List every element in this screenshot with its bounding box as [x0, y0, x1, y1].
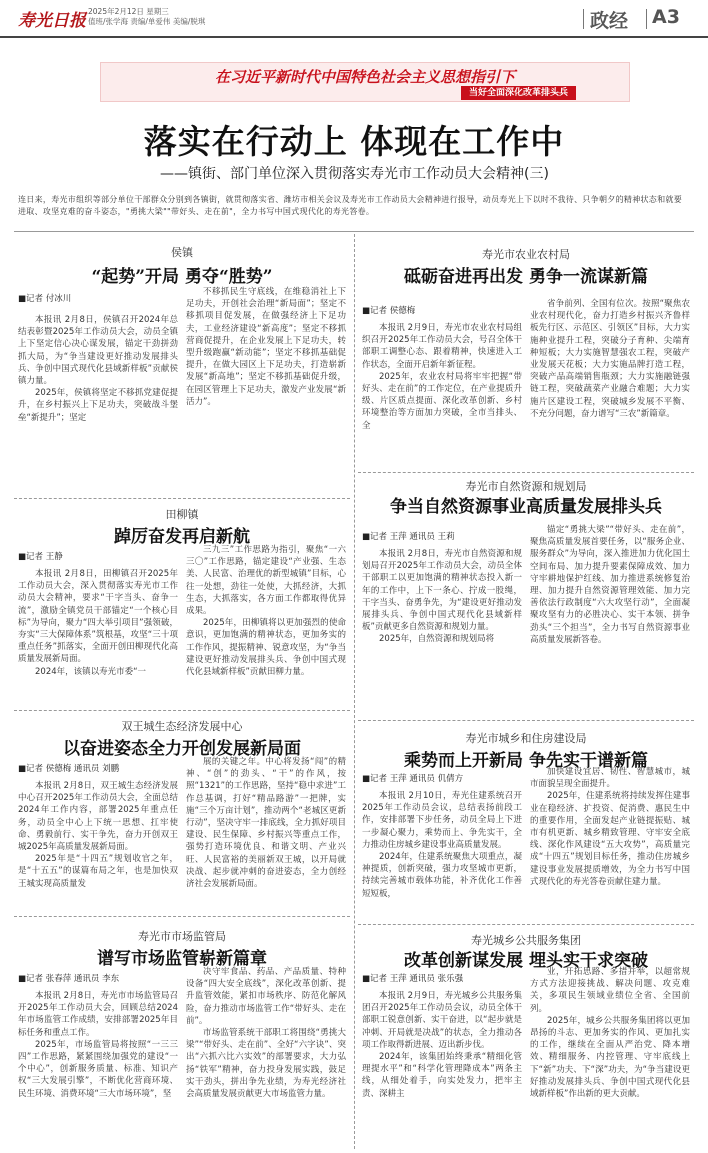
paragraph: 本报讯 2月8日，寿光市自然资源和规划局召开2025年工作动员大会，动员全体干部职工以更加饱满的精神状态投入新一年的工作中，上下一条心、拧成一股绳，干字当头、奋勇争先，为“建设更好推动发展排头兵、争创中国式现代化县域新样板”贡献更多自然资源和规划力量。 [362, 549, 522, 633]
paragraph: 市场监管系统干部职工将围绕“勇挑大梁”“带好头、走在前”、全好“六字诀”、突出“六抓六比六实效”的部署要求，大力弘扬“铁军”精神，奋力投身发展实践，鼓足实干劲头，拼出争先业绩，为寿光经济社会高质量发展贡献更大市场监管力量。 [186, 1028, 346, 1100]
article-byline: ■记者 张春萍 通讯员 李东 [18, 974, 120, 984]
section-name: 政经 [590, 10, 629, 32]
paragraph: 2025年，自然资源和规划局将 [379, 634, 495, 645]
paragraph: 决守牢食品、药品、产品质量、特种设备“四大安全底线”，深化改革创新、提升监管效能，紧扣市场秩序、防范化解风险，奋力推动市场监管工作“带好头、走在前”。 [186, 967, 346, 1026]
article [14, 712, 350, 914]
article-body-col2 [186, 966, 346, 1148]
page-headline: 落实在行动上 体现在工作中 [143, 122, 565, 161]
article-body-col1 [18, 568, 178, 706]
article-body-col2 [530, 524, 690, 716]
article-byline: ■记者 王萍 通讯员 张乐强 [362, 974, 464, 984]
divider [358, 472, 694, 473]
divider [14, 916, 350, 917]
article-unit: 寿光市市场监管局 [138, 930, 226, 943]
article-title: 争当自然资源事业高质量发展排头兵 [390, 497, 662, 517]
article-title: 踔厉奋发再启新航 [114, 527, 250, 547]
article-byline: ■记者 侯德梅 通讯员 刘鹏 [18, 764, 120, 774]
article-body-col2 [186, 286, 346, 492]
divider [358, 720, 694, 721]
divider [14, 231, 694, 232]
article-title: 谱写市场监管崭新篇章 [97, 949, 267, 969]
article-body-col1 [18, 780, 178, 912]
paragraph: 2025年，城乡公共服务集团将以更加昂扬的斗志、更加务实的作风、更加扎实的工作，继续在全面从严治党、降本增效、精细服务、内控管理、守牢底线上下“新”功夫、下“深”功夫，为“争当建设更好推动发展排头兵、争创中国式现代化县域新样板”作出新的更大贡献。 [530, 1015, 690, 1100]
divider [14, 710, 350, 711]
article [358, 234, 694, 470]
page-subheadline: ——镇街、部门单位深入贯彻落实寿光市工作动员大会精神(三) [160, 166, 549, 182]
article-title: 改革创新谋发展 埋头实干求突破 [404, 951, 648, 971]
paragraph: 业，开拓思路、多措并举，以超常规方式方法迎接挑战、解决问题、攻克难关，多项民生领域业绩位全省、全国前列。 [530, 967, 690, 1014]
paragraph: 2024年，该集团始终秉承“精细化管理提水平”和“科学化管理降成本”两条主线，从细处着手，向实处发力，把牢主责、深耕主 [362, 1052, 522, 1099]
divider [358, 924, 694, 925]
article-body-col2 [186, 544, 346, 706]
article-body-col1 [18, 990, 178, 1148]
article-body-col2 [530, 298, 690, 468]
paragraph: 不移抓民生守底线，在维稳消社上下足功夫，开创社会治理“新局面”；坚定不移抓项目促发展，在做强经济上下足功夫，工业经济建设“新高度”；坚定不移抓营商促提升，在企业发展上下足功夫，转型升级跑赢“新动能”；坚定不移抓基础促提升，在做大园区上下足功夫，打造崭新发展“新高地”；坚定不移抓基础促升级，在园区管理上下足功夫，激发产业发展“新活力”。 [186, 287, 346, 407]
article-byline: ■记者 王萍 通讯员 王莉 [362, 532, 455, 542]
paragraph: 本报讯 2月8日，田柳镇召开2025年工作动员大会，深入贯彻落实寿光市工作动员大会精神，要求“干字当头、奋争一流”，激励全镇党员干部锚定“一个核心目标”为导向，聚力“四大举引项目”强领破，夯实“三大保障体系”筑根基，攻坚“三十项重点任务”抓落实，全面开创田柳现代化高质量发展新局面。 [18, 569, 178, 665]
article-body-col1 [362, 322, 522, 468]
article-unit: 寿光市自然资源和规划局 [465, 480, 587, 493]
paragraph: 2025年是“十四五”规划收官之年，是“十五五”的谋篇布局之年，也是加快双王城实现高质量发 [18, 854, 178, 889]
paragraph: 本报讯 2月8日，侯镇召开2024年总结表彰暨2025年工作动员大会，动员全镇上下坚定信心决心谋发展，锚定干劲拼劲抓大局，为“争当建设更好推动发展排头兵、争创中国式现代化县域新样板”贡献侯镇力量。 [18, 315, 178, 387]
article [14, 918, 350, 1150]
paragraph: 本报讯 2月10日，寿光住建系统召开2025年工作动员会议，总结表扬前段工作，安排部署下步任务，动员全局上下进一步凝心聚力，乘势而上、争先实干，全力推动住房城乡建设事业高质量发展。 [362, 791, 522, 850]
article-title: 乘势而上开新局 争先实干谱新篇 [404, 751, 648, 771]
paragraph: 展的关键之年。中心将发扬“闯”的精神、“创”的劲头、“干”的作风，按照“1321”的工作思路，坚持“稳中求进”工作总基调，打好“精品路游”一把牌，实施“三个万亩计划”，推动两个“老城区更新行动”，坚决守牢一排底线，全力抓好项目建设、民生保障、乡村振兴等重点工作，强势打造环境优良、和谐文明、产业兴旺、人民富裕的美丽新双王城，以开局就决战、起步就冲刺的奋进姿态，全力创经济社会发展新局面。 [186, 757, 346, 890]
article-byline: ■记者 王萍 通讯员 仉倩方 [362, 774, 464, 784]
editors-line: 值班/张学海 责编/单爱伟 美编/脱琪 [88, 17, 206, 26]
article-body-col1 [362, 548, 522, 716]
paragraph: 2025年，市场监管局将按照“一三三四”工作思路，紧紧围绕加强党的建设“一个中心”，创新服务质量、标准、知识产权“三大发展引擎”，不断优化营商环境、民生环境、消费环境“三大市场环境”，坚 [18, 1039, 178, 1099]
article-unit: 田柳镇 [165, 508, 199, 521]
article-byline: ■记者 王静 [18, 552, 63, 562]
paragraph: 本报讯 2月8日，双王城生态经济发展中心召开2025年工作动员大会，全面总结2024年工作内容，部署2025年重点任务，动员全中心上下统一思想、扛牢使命、勇毅前行、实干争先，奋力开创双王城2025年高质量发展新局面。 [18, 781, 178, 853]
paragraph: 2024年，该镇以寿光市委“一 [35, 666, 147, 677]
article [358, 722, 694, 922]
newspaper-logo: 寿光日报 [18, 11, 86, 31]
article-title: 以奋进姿态全力开创发展新局面 [63, 739, 301, 759]
divider [583, 9, 584, 29]
issue-date: 2025年2月12日 星期三 [88, 7, 169, 16]
paragraph: 2024年，住建系统聚焦大项重点，凝神提质，创新突破，强力攻坚城市更新，持续完善城市载体功能，补齐优化工作善短短板， [362, 852, 522, 899]
article-unit: 寿光市农业农村局 [482, 248, 570, 261]
article [358, 474, 694, 718]
column-divider [354, 234, 355, 1149]
article-body-col2 [530, 966, 690, 1148]
lead-paragraph: 连日来，寿光市组织等部分单位干部群众分别到各镇街，就贯彻落实省、潍坊市相关会议及寿光市工作动员大会精神进行报导，动员寿光上下以时不我待、只争朝夕的精神状态和就要进取、攻坚克难的奋斗姿态，"勇挑大梁""带好头、走在前"，全力书写中国式现代化的寿光答卷。 [18, 195, 682, 216]
article-unit: 侯镇 [171, 246, 193, 259]
divider [646, 9, 647, 29]
article [14, 500, 350, 708]
paragraph: 本报讯 2月9日，寿光市农业农村局组织召开2025年工作动员大会，号召全体干部职工调整心态、跟着精神，快速进入工作状态，全面开启新年新征程。 [362, 323, 522, 370]
article-body-col1 [362, 990, 522, 1148]
dateline [88, 7, 205, 27]
paragraph: 2025年，农业农村局将牢牢把握“带好头、走在前”的工作定位，在产业提质升级、片区质点提面、深化改革创新、乡村环境整治等方面加力突破，全市当排头、全 [362, 371, 522, 431]
article-title: “起势”开局 勇夺“胜势” [91, 267, 273, 287]
article-body-col1 [362, 790, 522, 920]
paragraph: 2025年，侯镇将坚定不移抓党建促提升，在乡村振兴上下足功夫，突破战斗堡垒“新提升”；坚定 [18, 388, 178, 423]
paragraph: 本报讯 2月9日，寿光城乡公共服务集团召开2025年工作动员会议，动员全体干部职工锐意创新、实干奋进，以“起步就是冲刺、开局就是决战”的状态，全力推动各项工作取得新进展、迈出新步伐。 [362, 991, 522, 1050]
article-title: 砥砺奋进再出发 勇争一流谋新篇 [404, 267, 648, 287]
article-unit: 寿光城乡公共服务集团 [471, 934, 581, 947]
article-body-col2 [186, 756, 346, 912]
article-byline: ■记者 付冰川 [18, 294, 72, 304]
paragraph: 锚定“勇挑大梁”“带好头、走在前”，聚焦高质量发展首要任务，以“服务企业、服务群众”为导向，深入推进加力优化国土空间布局、加力提升要素保障成效、加力守牢耕地保护红线、加力推进系统修复治理、加力提升自然资源管理效能、加力完善依法行政制度“六大攻坚行动”，全面凝聚攻坚有力的必胜决心、实干本领、拼争劲头“三个担当”，全力书写自然资源事业高质量发展新答卷。 [530, 525, 690, 645]
banner-main-text: 在习近平新时代中国特色社会主义思想指引下 [214, 68, 515, 86]
article [358, 926, 694, 1150]
article-byline: ■记者 侯德梅 [362, 306, 416, 316]
paragraph: 本报讯 2月8日，寿光市市场监管局召开2025年工作动员大会，回顾总结2024年市场监管工作成绩，安排部署2025年目标任务和重点工作。 [18, 991, 178, 1038]
paragraph: 三九三”工作思路为指引，聚焦“一六三〇”工作思路，锚定建设“产业强、生态美、人民富、治理优的新型城镇”目标，心往一处想，劲往一处使，大抓经济，大抓生态，大抓落实，各方面工作都取得优异成果。 [186, 545, 346, 617]
page-number: A3 [652, 6, 680, 28]
article-unit: 寿光市城乡和住房建设局 [465, 732, 587, 745]
banner-sub-text: 当好全面深化改革排头兵 [461, 86, 576, 100]
article [14, 234, 350, 496]
article-body-col1 [18, 314, 178, 492]
divider [14, 498, 350, 499]
article-body-col2 [530, 766, 690, 920]
paragraph: 加快建设宜居、韧性、智慧城市，城市面貌呈现全面提升。 [530, 767, 690, 790]
masthead [0, 0, 708, 38]
paragraph: 2025年，住建系统将持续发挥住建事业在稳经济、扩投资、促消费、惠民生中的重要作用，全面发起产业链提振贴、城市有机更新、城乡精致管理、守牢安全底线、深化作风建设“五大攻势”，高质量完成“十四五”规划目标任务，推动住房城乡建设事业发展提质增效，为全力书写中国式现代化的寿光答卷贡献住建力量。 [530, 791, 690, 887]
paragraph: 省争前列、全国有位次。按照“聚焦农业农村现代化，奋力打造乡村振兴齐鲁样板先行区、示范区、引领区”目标，大力实施种业提升工程，突破分子育种、尖端育种短板；大力实施智慧强农工程，突破产业发展天花板；大力实施品牌打造工程，突破产品高端销售瓶颈；大力实施融链强链工程，突破蔬菜产业融合难题；大力实施片区建设工程，突破城乡发展不平衡、不充分问题，奋力谱写“三农”新篇章。 [530, 299, 690, 419]
paragraph: 2025年，田柳镇将以更加强烈的使命意识，更加饱满的精神状态，更加务实的工作作风，提振精神、锐意攻坚，为“争当建设更好推动发展排头兵、争创中国式现代化县域新样板”贡献田柳力量。 [186, 618, 346, 678]
article-unit: 双王城生态经济发展中心 [121, 720, 243, 733]
theme-banner [100, 62, 630, 102]
